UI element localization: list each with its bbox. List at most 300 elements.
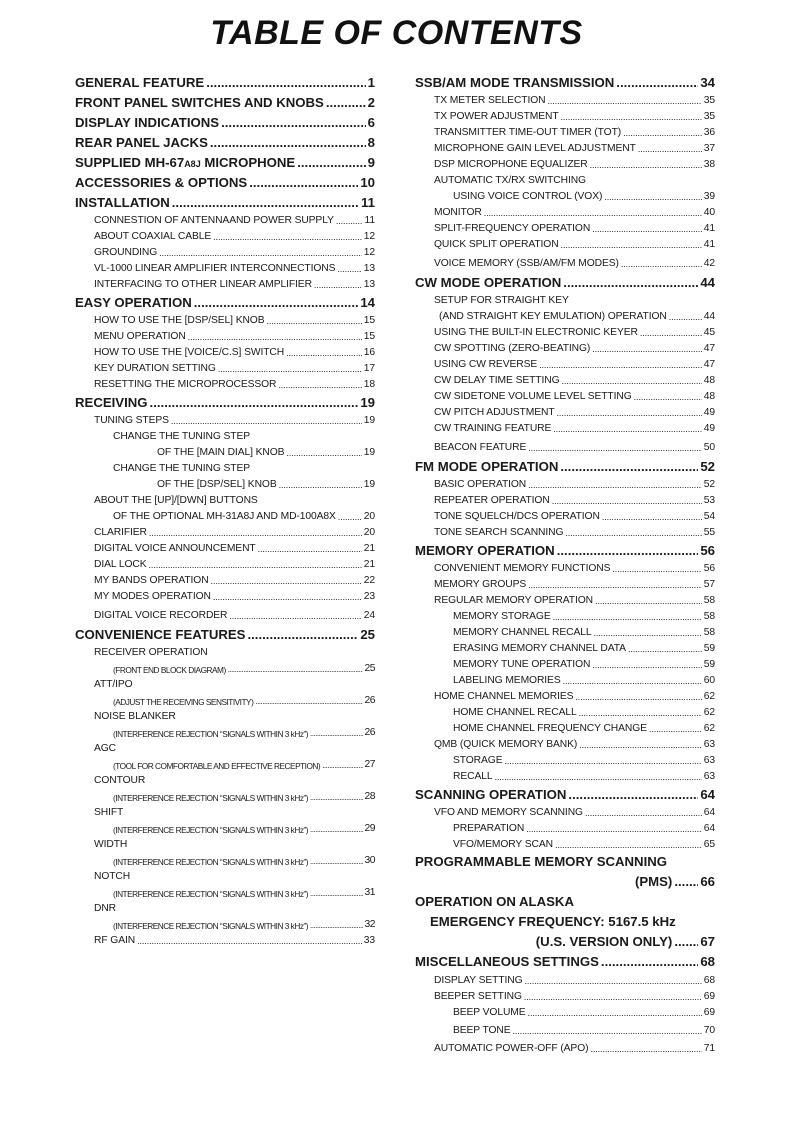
toc-entry-home-channel-frequency-change[interactable] — [453, 724, 715, 734]
toc-entry-label: RECEIVER OPERATION — [94, 647, 208, 658]
toc-entry-tone-search-scanning[interactable] — [434, 528, 715, 538]
toc-entry-dnr[interactable] — [94, 904, 375, 914]
toc-leader-dots — [297, 156, 365, 169]
toc-entry-label: REAR PANEL JACKS — [75, 135, 208, 150]
toc-leader-dots — [286, 449, 361, 458]
toc-entry-pms[interactable] — [415, 875, 715, 888]
toc-leader-dots — [310, 826, 363, 834]
toc-entry-rear-panel-jacks[interactable] — [75, 136, 375, 149]
toc-entry-interference-rejection-signals-within-3-khz[interactable] — [113, 824, 375, 834]
toc-leader-dots — [258, 545, 362, 554]
toc-entry-label: CONTOUR — [94, 775, 146, 786]
toc-page-number: 20 — [363, 527, 375, 538]
toc-entry-automatic-tx-rx-switching[interactable] — [434, 176, 715, 186]
toc-page-number: 27 — [364, 759, 375, 770]
toc-page-number: 24 — [363, 610, 375, 621]
toc-entry-tone-squelch-dcs-operation[interactable] — [434, 512, 715, 522]
toc-leader-dots — [524, 993, 702, 1002]
toc-entry-microphone-gain-level-adjustment[interactable] — [434, 144, 715, 154]
toc-leader-dots — [585, 809, 702, 818]
toc-leader-dots — [563, 276, 698, 289]
toc-entry-label: TRANSMITTER TIME-OUT TIMER (TOT) — [434, 127, 622, 138]
toc-entry-using-voice-control-vox[interactable] — [453, 192, 715, 202]
toc-entry-split-frequency-operation[interactable] — [434, 224, 715, 234]
toc-entry-home-channel-recall[interactable] — [453, 708, 715, 718]
toc-leader-dots — [547, 97, 701, 106]
toc-page-number: 48 — [703, 391, 715, 402]
toc-entry-beacon-feature[interactable] — [434, 443, 715, 453]
toc-entry-installation[interactable] — [75, 196, 375, 209]
toc-entry-label: USING CW REVERSE — [434, 359, 538, 370]
toc-page-number: 62 — [703, 707, 715, 718]
toc-leader-dots — [528, 1009, 702, 1018]
toc-leader-dots — [557, 544, 699, 557]
toc-entry-regular-memory-operation[interactable] — [434, 596, 715, 606]
toc-entry-change-the-tuning-step[interactable] — [113, 432, 375, 442]
toc-entry-memory-storage[interactable] — [453, 612, 715, 622]
toc-page-number: 23 — [363, 591, 375, 602]
toc-page-number: 47 — [703, 359, 715, 370]
toc-page-number: 57 — [703, 579, 715, 590]
toc-entry-agc[interactable] — [94, 744, 375, 754]
toc-entry-vl-1000-linear-amplifier-interconnections[interactable] — [94, 264, 375, 274]
toc-page-number: 54 — [703, 511, 715, 522]
toc-entry-label: REPEATER OPERATION — [434, 495, 550, 506]
toc-entry-label: INTERFACING TO OTHER LINEAR AMPLIFIER — [94, 279, 312, 290]
toc-page-number: 32 — [364, 919, 375, 930]
toc-leader-dots — [528, 481, 702, 490]
toc-leader-dots — [338, 513, 362, 522]
toc-page-number: 30 — [364, 855, 375, 866]
toc-entry-cw-mode-operation[interactable] — [415, 276, 715, 289]
toc-entry-label: USING VOICE CONTROL (VOX) — [453, 191, 603, 202]
toc-entry-cw-delay-time-setting[interactable] — [434, 376, 715, 386]
toc-entry-interference-rejection-signals-within-3-khz[interactable] — [113, 888, 375, 898]
toc-entry-label: OF THE OPTIONAL MH-31A8J AND MD-100A8X — [113, 511, 336, 522]
toc-entry-fm-mode-operation[interactable] — [415, 460, 715, 473]
toc-entry-label: RESETTING THE MICROPROCESSOR — [94, 379, 277, 390]
toc-entry-memory-groups[interactable] — [434, 580, 715, 590]
toc-entry-label: SHIFT — [94, 807, 124, 818]
toc-leader-dots — [612, 565, 701, 574]
toc-leader-dots — [638, 145, 702, 154]
toc-entry-home-channel-memories[interactable] — [434, 692, 715, 702]
toc-page-number: 14 — [360, 295, 375, 310]
toc-page-number: 2 — [367, 95, 375, 110]
toc-entry-label: DIGITAL VOICE RECORDER — [94, 610, 228, 621]
toc-entry-label: HOW TO USE THE [DSP/SEL] KNOB — [94, 315, 265, 326]
toc-page-number: 21 — [363, 559, 375, 570]
toc-entry-interference-rejection-signals-within-3-khz[interactable] — [113, 856, 375, 866]
toc-entry-label: LABELING MEMORIES — [453, 675, 561, 686]
toc-page-number: 29 — [364, 823, 375, 834]
toc-entry-transmitter-time-out-timer-tot[interactable] — [434, 128, 715, 138]
toc-entry-label: (U.S. VERSION ONLY) — [535, 934, 673, 949]
toc-entry-label: MEMORY OPERATION — [415, 543, 555, 558]
toc-entry-label: CHANGE THE TUNING STEP — [113, 463, 251, 474]
toc-entry-tool-for-comfortable-and-effective-reception[interactable] — [113, 760, 375, 770]
toc-page-number: 60 — [703, 675, 715, 686]
toc-entry-display-setting[interactable] — [434, 976, 715, 986]
toc-entry-my-bands-operation[interactable] — [94, 576, 375, 586]
toc-page-number: 33 — [363, 935, 375, 946]
toc-page-number: 20 — [363, 511, 375, 522]
toc-entry-display-indications[interactable] — [75, 116, 375, 129]
toc-entry-cw-training-feature[interactable] — [434, 424, 715, 434]
toc-entry-interference-rejection-signals-within-3-khz[interactable] — [113, 728, 375, 738]
toc-entry-operation-on-alaska[interactable] — [415, 895, 715, 908]
toc-entry-automatic-power-off-apo[interactable] — [434, 1044, 715, 1054]
toc-page-number: 62 — [703, 723, 715, 734]
toc-page-number: 42 — [703, 258, 715, 269]
toc-entry-label: MY MODES OPERATION — [94, 591, 211, 602]
toc-entry-change-the-tuning-step[interactable] — [113, 464, 375, 474]
toc-entry-digital-voice-recorder[interactable] — [94, 611, 375, 621]
toc-entry-beep-tone[interactable] — [453, 1026, 715, 1036]
toc-page-number: 70 — [703, 1025, 715, 1036]
toc-leader-dots — [595, 597, 702, 606]
toc-entry-label: REGULAR MEMORY OPERATION — [434, 595, 593, 606]
toc-entry-label: BEEP VOLUME — [453, 1007, 526, 1018]
toc-page-number: 38 — [703, 159, 715, 170]
toc-entry-label: MENU OPERATION — [94, 331, 186, 342]
toc-leader-dots — [590, 161, 702, 170]
toc-leader-dots — [213, 593, 362, 602]
toc-entry-interference-rejection-signals-within-3-khz[interactable] — [113, 920, 375, 930]
toc-entry-monitor[interactable] — [434, 208, 715, 218]
toc-entry-label: ERASING MEMORY CHANNEL DATA — [453, 643, 626, 654]
toc-entry-label: MEMORY TUNE OPERATION — [453, 659, 591, 670]
toc-entry-label: MISCELLANEOUS SETTINGS — [415, 954, 599, 969]
toc-page-number: 40 — [703, 207, 715, 218]
toc-entry-grounding[interactable] — [94, 248, 375, 258]
toc-leader-dots — [526, 825, 702, 834]
toc-leader-dots — [628, 645, 702, 654]
toc-entry-using-the-built-in-electronic-keyer[interactable] — [434, 328, 715, 338]
toc-entry-label: BEEPER SETTING — [434, 991, 522, 1002]
toc-leader-dots — [568, 788, 698, 801]
toc-leader-dots — [228, 666, 363, 674]
toc-entry-qmb-quick-memory-bank[interactable] — [434, 740, 715, 750]
toc-page-number: 12 — [363, 247, 375, 258]
toc-entry-erasing-memory-channel-data[interactable] — [453, 644, 715, 654]
toc-leader-dots — [149, 561, 362, 570]
toc-entry-label: RECEIVING — [75, 395, 148, 410]
toc-leader-dots — [601, 955, 698, 968]
toc-leader-dots — [553, 613, 702, 622]
toc-entry-tx-meter-selection[interactable] — [434, 96, 715, 106]
toc-page-number: 68 — [700, 954, 715, 969]
toc-entry-of-the-dsp-sel-knob[interactable] — [157, 480, 375, 490]
toc-entry-my-modes-operation[interactable] — [94, 592, 375, 602]
toc-leader-dots — [616, 76, 698, 89]
toc-entry-label: HOW TO USE THE [VOICE/C.S] SWITCH — [94, 347, 285, 358]
toc-page-number: 58 — [703, 627, 715, 638]
toc-leader-dots — [674, 875, 698, 888]
toc-page-number: 69 — [703, 1007, 715, 1018]
toc-page-number: 26 — [364, 727, 375, 738]
toc-entry-label: EMERGENCY FREQUENCY: 5167.5 kHz — [430, 914, 676, 929]
toc-entry-setup-for-straight-key[interactable] — [434, 296, 715, 306]
toc-entry-front-end-block-diagram[interactable] — [113, 664, 375, 674]
toc-entry-vfo-memory-scan[interactable] — [453, 840, 715, 850]
toc-leader-dots — [206, 76, 365, 89]
toc-entry-supplied-mh-67a8j-microphone[interactable] — [75, 156, 375, 169]
toc-entry-about-coaxial-cable[interactable] — [94, 232, 375, 242]
toc-entry-noise-blanker[interactable] — [94, 712, 375, 722]
toc-leader-dots — [565, 529, 701, 538]
toc-entry-how-to-use-the-voice-c-s-switch[interactable] — [94, 348, 375, 358]
toc-entry-label: SCANNING OPERATION — [415, 787, 567, 802]
toc-leader-dots — [592, 225, 702, 234]
toc-entry-ssb-am-mode-transmission[interactable] — [415, 76, 715, 89]
toc-page-number: 64 — [703, 823, 715, 834]
toc-entry-label: ABOUT THE [UP]/[DWN] BUTTONS — [94, 495, 258, 506]
toc-entry-label: CW PITCH ADJUSTMENT — [434, 407, 555, 418]
toc-entry-easy-operation[interactable] — [75, 296, 375, 309]
toc-leader-dots — [137, 937, 362, 946]
toc-entry-cw-pitch-adjustment[interactable] — [434, 408, 715, 418]
toc-page-number: 16 — [363, 347, 375, 358]
toc-entry-memory-channel-recall[interactable] — [453, 628, 715, 638]
toc-entry-label: DSP MICROPHONE EQUALIZER — [434, 159, 588, 170]
toc-entry-label: STORAGE — [453, 755, 503, 766]
toc-entry-label: NOISE BLANKER — [94, 711, 176, 722]
toc-page-number: 64 — [703, 807, 715, 818]
toc-entry-interfacing-to-other-linear-amplifier[interactable] — [94, 280, 375, 290]
toc-page-number: 56 — [703, 563, 715, 574]
toc-page-number: 39 — [703, 191, 715, 202]
toc-entry-how-to-use-the-dsp-sel-knob[interactable] — [94, 316, 375, 326]
toc-entry-of-the-main-dial-knob[interactable] — [157, 448, 375, 458]
toc-page-number: 67 — [700, 934, 715, 949]
toc-entry-scanning-operation[interactable] — [415, 788, 715, 801]
toc-entry-label: DIAL LOCK — [94, 559, 147, 570]
toc-page-number: 34 — [700, 75, 715, 90]
toc-entry-clarifier[interactable] — [94, 528, 375, 538]
toc-leader-dots — [561, 113, 702, 122]
toc-leader-dots — [484, 209, 702, 218]
toc-page-number: 58 — [703, 595, 715, 606]
toc-entry-and-straight-key-emulation-operation[interactable] — [439, 312, 715, 322]
toc-entry-label: FRONT PANEL SWITCHES AND KNOBS — [75, 95, 324, 110]
toc-page-number: 44 — [703, 311, 715, 322]
toc-leader-dots — [255, 698, 362, 706]
toc-leader-dots — [247, 628, 358, 641]
toc-entry-adjust-the-receiving-sensitivity[interactable] — [113, 696, 375, 706]
toc-leader-dots — [621, 260, 702, 269]
toc-entry-label: QMB (QUICK MEMORY BANK) — [434, 739, 578, 750]
toc-leader-dots — [322, 762, 362, 770]
toc-entry-preparation[interactable] — [453, 824, 715, 834]
toc-entry-storage[interactable] — [453, 756, 715, 766]
toc-entry-label: MEMORY CHANNEL RECALL — [453, 627, 592, 638]
toc-leader-dots — [593, 629, 701, 638]
toc-page-number: 6 — [367, 115, 375, 130]
toc-leader-dots — [561, 241, 702, 250]
toc-entry-label: VL-1000 LINEAR AMPLIFIER INTERCONNECTIONS — [94, 263, 336, 274]
toc-leader-dots — [602, 513, 702, 522]
toc-entry-label: CW SPOTTING (ZERO-BEATING) — [434, 343, 591, 354]
toc-entry-labeling-memories[interactable] — [453, 676, 715, 686]
toc-entry-front-panel-switches-and-knobs[interactable] — [75, 96, 375, 109]
toc-leader-dots — [579, 709, 702, 718]
toc-entry-label: VFO/MEMORY SCAN — [453, 839, 553, 850]
toc-leader-dots — [525, 977, 702, 986]
toc-entry-label: TX POWER ADJUSTMENT — [434, 111, 559, 122]
toc-entry-dial-lock[interactable] — [94, 560, 375, 570]
toc-leader-dots — [590, 1045, 701, 1054]
toc-entry-about-the-up-dwn-buttons[interactable] — [94, 496, 375, 506]
toc-leader-dots — [221, 116, 366, 129]
toc-entry-label: ABOUT COAXIAL CABLE — [94, 231, 212, 242]
toc-entry-emergency-frequency-5167-5-khz[interactable] — [430, 915, 715, 928]
toc-leader-dots — [310, 922, 363, 930]
toc-entry-resetting-the-microprocessor[interactable] — [94, 380, 375, 390]
toc-entry-label: HOME CHANNEL FREQUENCY CHANGE — [453, 723, 647, 734]
toc-entry-vfo-and-memory-scanning[interactable] — [434, 808, 715, 818]
toc-entry-of-the-optional-mh-31a8j-and-md-100a8x[interactable] — [113, 512, 375, 522]
toc-entry-label: BEACON FEATURE — [434, 442, 527, 453]
toc-entry-label: MEMORY STORAGE — [453, 611, 551, 622]
toc-leader-dots — [563, 677, 702, 686]
toc-entry-notch[interactable] — [94, 872, 375, 882]
toc-entry-digital-voice-announcement[interactable] — [94, 544, 375, 554]
toc-entry-label: OPERATION ON ALASKA — [415, 894, 574, 909]
toc-entry-convenience-features[interactable] — [75, 628, 375, 641]
toc-entry-general-feature[interactable] — [75, 76, 375, 89]
toc-entry-beeper-setting[interactable] — [434, 992, 715, 1002]
toc-page-number: 21 — [363, 543, 375, 554]
toc-entry-label: MICROPHONE GAIN LEVEL ADJUSTMENT — [434, 143, 636, 154]
toc-entry-shift[interactable] — [94, 808, 375, 818]
toc-entry-convenient-memory-functions[interactable] — [434, 564, 715, 574]
toc-page-number: 19 — [360, 395, 375, 410]
toc-right-column — [415, 0, 715, 1122]
toc-entry-menu-operation[interactable] — [94, 332, 375, 342]
toc-entry-label: BASIC OPERATION — [434, 479, 527, 490]
toc-leader-dots — [553, 425, 701, 434]
toc-entry-label: (INTERFERENCE REJECTION “SIGNALS WITHIN 3 kHz”) — [113, 825, 308, 835]
toc-page-number: 36 — [703, 127, 715, 138]
toc-entry-label: (INTERFERENCE REJECTION “SIGNALS WITHIN 3 kHz”) — [113, 857, 308, 867]
toc-page-number: 50 — [703, 442, 715, 453]
toc-entry-quick-split-operation[interactable] — [434, 240, 715, 250]
toc-leader-dots — [159, 249, 362, 258]
toc-entry-label: TONE SEARCH SCANNING — [434, 527, 564, 538]
toc-leader-dots — [555, 841, 702, 850]
toc-leader-dots — [210, 136, 366, 149]
toc-page-number: 37 — [703, 143, 715, 154]
toc-entry-receiver-operation[interactable] — [94, 648, 375, 658]
toc-entry-label: USING THE BUILT-IN ELECTRONIC KEYER — [434, 327, 638, 338]
toc-entry-att-ipo[interactable] — [94, 680, 375, 690]
toc-entry-interference-rejection-signals-within-3-khz[interactable] — [113, 792, 375, 802]
toc-entry-connestion-of-antennaand-power-supply[interactable] — [94, 216, 375, 226]
toc-entry-label: CHANGE THE TUNING STEP — [113, 431, 251, 442]
toc-entry-rf-gain[interactable] — [94, 936, 375, 946]
toc-leader-dots — [310, 730, 363, 738]
toc-entry-miscellaneous-settings[interactable] — [415, 955, 715, 968]
toc-page-number: 19 — [363, 447, 375, 458]
toc-entry-width[interactable] — [94, 840, 375, 850]
toc-entry-repeater-operation[interactable] — [434, 496, 715, 506]
toc-leader-dots — [310, 858, 363, 866]
toc-entry-label: CW MODE OPERATION — [415, 275, 562, 290]
toc-entry-contour[interactable] — [94, 776, 375, 786]
toc-page-number: 64 — [700, 787, 715, 802]
toc-entry-dsp-microphone-equalizer[interactable] — [434, 160, 715, 170]
toc-entry-label: TONE SQUELCH/DCS OPERATION — [434, 511, 600, 522]
toc-page-number: 41 — [703, 239, 715, 250]
toc-entry-tx-power-adjustment[interactable] — [434, 112, 715, 122]
toc-leader-dots — [149, 529, 362, 538]
toc-entry-accessories-options[interactable] — [75, 176, 375, 189]
toc-leader-dots — [623, 129, 702, 138]
toc-entry-u-s-version-only[interactable] — [415, 935, 715, 948]
toc-entry-label: KEY DURATION SETTING — [94, 363, 216, 374]
toc-entry-label: (TOOL FOR COMFORTABLE AND EFFECTIVE RECEPTION) — [113, 761, 321, 771]
toc-entry-label: GENERAL FEATURE — [75, 75, 205, 90]
toc-entry-basic-operation[interactable] — [434, 480, 715, 490]
toc-page-number: 56 — [700, 543, 715, 558]
toc-entry-label: PROGRAMMABLE MEMORY SCANNING — [415, 854, 668, 869]
toc-leader-dots — [560, 460, 698, 473]
toc-entry-label: TX METER SELECTION — [434, 95, 546, 106]
toc-leader-dots — [528, 581, 702, 590]
toc-entry-label: CLARIFIER — [94, 527, 147, 538]
toc-page-number: 13 — [363, 279, 375, 290]
toc-entry-label: OF THE [DSP/SEL] KNOB — [157, 479, 277, 490]
toc-entry-key-duration-setting[interactable] — [94, 364, 375, 374]
toc-entry-label: CONVENIENCE FEATURES — [75, 627, 246, 642]
toc-entry-label: VOICE MEMORY (SSB/AM/FM MODES) — [434, 258, 619, 269]
toc-entry-recall[interactable] — [453, 772, 715, 782]
toc-page-number: 59 — [703, 643, 715, 654]
toc-entry-label: MY BANDS OPERATION — [94, 575, 209, 586]
toc-entry-label: AUTOMATIC TX/RX SWITCHING — [434, 175, 586, 186]
toc-entry-label: BEEP TONE — [453, 1025, 511, 1036]
toc-entry-label: AUTOMATIC POWER-OFF (APO) — [434, 1043, 589, 1054]
toc-entry-label: EASY OPERATION — [75, 295, 192, 310]
toc-entry-cw-sidetone-volume-level-setting[interactable] — [434, 392, 715, 402]
toc-entry-beep-volume[interactable] — [453, 1008, 715, 1018]
toc-entry-using-cw-reverse[interactable] — [434, 360, 715, 370]
toc-leader-dots — [211, 577, 362, 586]
toc-entry-label: INSTALLATION — [75, 195, 170, 210]
toc-entry-label: NOTCH — [94, 871, 131, 882]
toc-entry-voice-memory-ssb-am-fm-modes[interactable] — [434, 259, 715, 269]
toc-page-number: 25 — [360, 627, 375, 642]
toc-entry-receiving[interactable] — [75, 396, 375, 409]
toc-leader-dots — [194, 296, 359, 309]
toc-entry-cw-spotting-zero-beating[interactable] — [434, 344, 715, 354]
toc-leader-dots — [562, 377, 702, 386]
toc-leader-dots — [592, 345, 702, 354]
toc-entry-memory-operation[interactable] — [415, 544, 715, 557]
toc-leader-dots — [674, 935, 698, 948]
toc-page-number: 35 — [703, 111, 715, 122]
toc-entry-memory-tune-operation[interactable] — [453, 660, 715, 670]
toc-page-number: 11 — [361, 195, 375, 210]
toc-entry-label: AGC — [94, 743, 117, 754]
toc-entry-tuning-steps[interactable] — [94, 416, 375, 426]
page-title: TABLE OF CONTENTS — [210, 14, 583, 52]
toc-page-number: 19 — [363, 479, 375, 490]
toc-leader-dots — [337, 265, 361, 274]
toc-leader-dots — [188, 333, 362, 342]
toc-entry-programmable-memory-scanning[interactable] — [415, 855, 715, 868]
